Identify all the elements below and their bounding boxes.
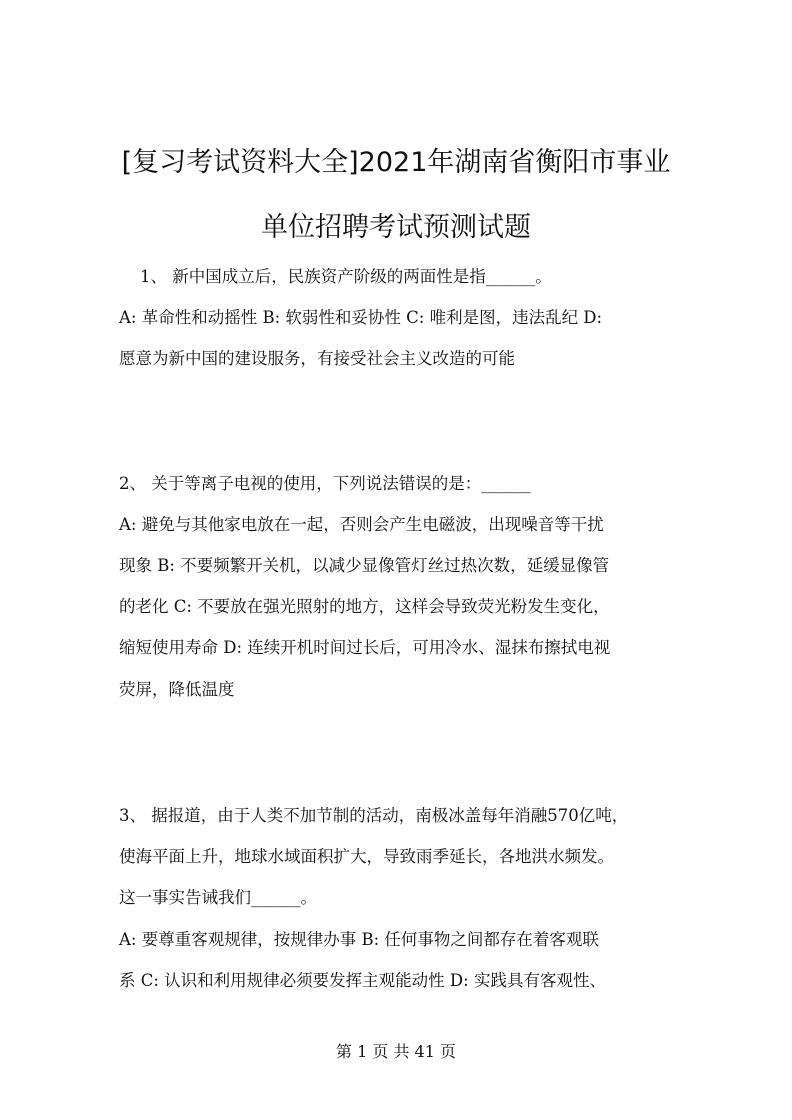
question-3-stem-line-3: 这一事实告诫我们______。	[119, 888, 317, 907]
question-2-options-line-1: A: 避免与其他家电放在一起，否则会产生电磁波，出现噪音等干扰	[119, 515, 604, 534]
document-title-line-1: [复习考试资料大全]2021年湖南省衡阳市事业	[121, 147, 671, 178]
question-1-options-line-1: A: 革命性和动摇性 B: 软弱性和妥协性 C: 唯利是图，违法乱纪 D:	[119, 308, 603, 327]
question-2-options-line-2: 现象 B: 不要频繁开关机，以减少显像管灯丝过热次数，延缓显像管	[119, 556, 610, 575]
question-2-options-line-3: 的老化 C: 不要放在强光照射的地方，这样会导致荧光粉发生变化，	[119, 597, 610, 616]
page-number: 第 1 页 共 41 页	[336, 1042, 456, 1061]
question-1-stem: 1、 新中国成立后，民族资产阶级的两面性是指______。	[119, 267, 552, 286]
question-2-stem: 2、 关于等离子电视的使用，下列说法错误的是：______	[119, 474, 531, 493]
question-2-options-line-4: 缩短使用寿命 D: 连续开机时间过长后，可用冷水、湿抹布擦拭电视	[119, 638, 611, 657]
question-3-stem-line-1: 3、 据报道，由于人类不加节制的活动，南极冰盖每年消融570亿吨，	[119, 806, 629, 825]
question-1-options-line-2: 愿意为新中国的建设服务，有接受社会主义改造的可能	[119, 349, 515, 368]
question-3-options-line-1: A: 要尊重客观规律，按规律办事 B: 任何事物之间都存在着客观联	[119, 930, 599, 949]
question-3-options-line-2: 系 C: 认识和利用规律必须要发挥主观能动性 D: 实践具有客观性、	[119, 971, 606, 990]
question-2-options-line-5: 荧屏，降低温度	[119, 680, 235, 699]
question-3-stem-line-2: 使海平面上升，地球水域面积扩大，导致雨季延长，各地洪水频发。	[119, 847, 614, 866]
document-title-line-2: 单位招聘考试预测试题	[261, 212, 531, 243]
